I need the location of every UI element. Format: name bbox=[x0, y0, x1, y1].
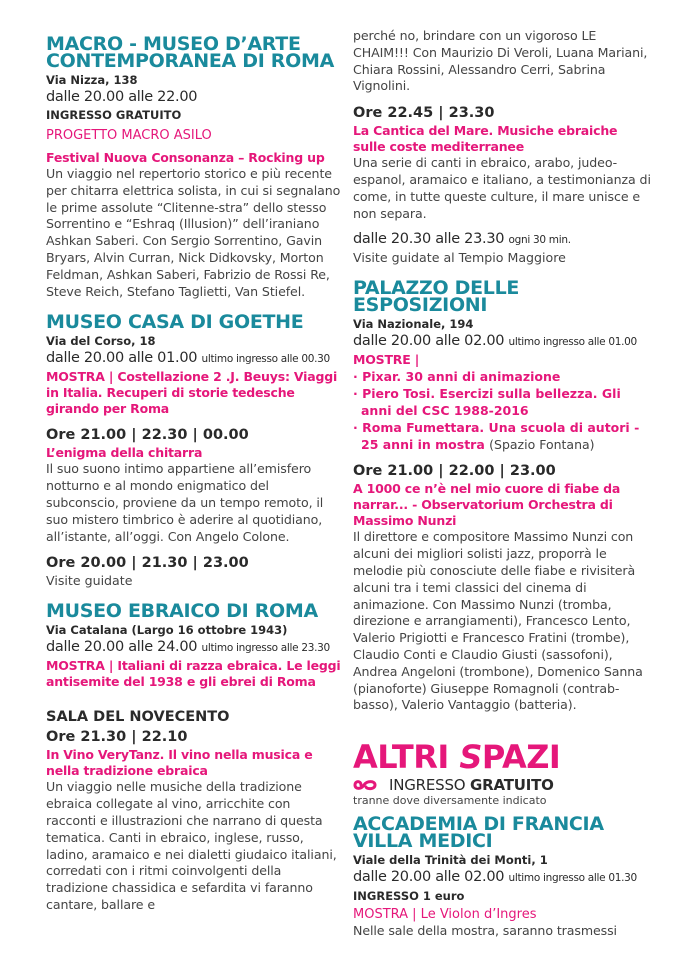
right-column bbox=[353, 28, 653, 940]
opening-hours: dalle 20.00 alle 22.00 bbox=[46, 89, 198, 105]
hours-range: dalle 20.00 alle 01.00 bbox=[46, 350, 198, 367]
event-times: Ore 21.00 | 22.00 | 23.00 bbox=[353, 463, 556, 480]
entry-info: INGRESSO 1 euro bbox=[353, 889, 465, 904]
heading-part: ALTRI bbox=[353, 738, 460, 777]
event-title: In Vino VeryTanz. Il vino nella musica e nella tradizione ebraica bbox=[46, 747, 313, 779]
venue-title bbox=[353, 813, 653, 853]
exhibition-item-text: Pixar. 30 anni di animazione bbox=[362, 369, 561, 385]
last-entry-note: ultimo ingresso alle 01.30 bbox=[508, 872, 637, 885]
tour-times: Ore 20.00 | 21.30 | 23.00 bbox=[46, 555, 249, 572]
venue-title-line2: CONTEMPORANEA DI ROMA bbox=[46, 50, 335, 72]
hours-range: dalle 20.00 alle 02.00 bbox=[353, 333, 505, 350]
last-entry-note: ultimo ingresso alle 00.30 bbox=[201, 353, 330, 366]
heading-part: PAZI bbox=[481, 738, 561, 777]
venue-address: Via Nizza, 138 bbox=[46, 73, 138, 87]
gratuito-word: GRATUITO bbox=[470, 776, 554, 795]
project-label: PROGETTO MACRO ASILO bbox=[46, 128, 212, 143]
event-title: Festival Nuova Consonanza – Rocking up bbox=[46, 150, 325, 165]
venue-title: MUSEO CASA DI GOETHE bbox=[46, 311, 304, 334]
venue-title: PALAZZO DELLE ESPOSIZIONI bbox=[353, 277, 520, 317]
opening-hours bbox=[46, 638, 341, 658]
event-title: L’enigma della chitarra bbox=[46, 445, 203, 461]
event-description: Il suo suono intimo appartiene all’emisfero notturno e al mondo enigmatico del subconscio, proviene da un tempo remoto, il suo mistero timbrico è aderire al quotidiano, all’istante, all’oggi. Con Angelo Colone. bbox=[46, 461, 324, 544]
venue-title bbox=[46, 33, 341, 72]
frequency-note: ogni 30 min. bbox=[508, 234, 571, 247]
heading-part-italic: S bbox=[459, 738, 482, 777]
altri-spazi bbox=[353, 740, 653, 808]
exhibition-item: · Roma Fumettara. Una scuola di autori - 25 anni in mostra (Spazio Fontana) bbox=[353, 420, 640, 453]
event-times: Ore 22.45 | 23.30 bbox=[353, 105, 495, 122]
exhibition-title: MOSTRA | Le Violon d’Ingres bbox=[353, 907, 537, 923]
free-entry-label bbox=[389, 776, 554, 794]
exhibition-item-text: Piero Tosi. Esercizi sulla bellezza. Gli anni del CSC 1988-2016 bbox=[361, 386, 621, 419]
tour-label: Visite guidate bbox=[46, 573, 133, 589]
venue-address: Viale della Trinità dei Monti, 1 bbox=[353, 853, 548, 868]
event-description: Un viaggio nelle musiche della tradizione ebraica collegate al vino, arricchite con racconti e illustrazioni che narrano di questa tematica. Canti in ebraico, inglese, russo, ladino, aramaico e nei dialetti giudaico italiani, corredati con i ritmi coinvolgenti della tradizione chassidica e sefardita vi faranno cantare, ballare e bbox=[46, 779, 337, 912]
exhibition-item: · Piero Tosi. Esercizi sulla bellezza. Gli anni del CSC 1988-2016 bbox=[353, 386, 621, 419]
sala-label: SALA DEL NOVECENTO bbox=[46, 709, 230, 726]
entry-exception-note: tranne dove diversamente indicato bbox=[353, 794, 547, 808]
tour-label: Visite guidate al Tempio Maggiore bbox=[353, 250, 566, 266]
exhibition-title: MOSTRA | Costellazione 2 .J. Beuys: Viaggi in Italia. Recuperi di storie tedesche girando per Roma bbox=[46, 369, 338, 417]
venue-title-line1: MACRO - MUSEO D’ARTE bbox=[46, 33, 301, 55]
exhibition-item-text: Roma Fumettara. Una scuola di autori - 25 anni in mostra bbox=[361, 420, 640, 453]
infinity-icon bbox=[353, 778, 383, 792]
venue-title-line1: ACCADEMIA DI FRANCIA bbox=[353, 813, 604, 836]
event-description: Il direttore e compositore Massimo Nunzi con alcuni dei migliori solisti jazz, proporrà le melodie più conosciute delle fiabe e rivisiterà alcuni tra i temi classici del cinema di animazione. Con Massimo Nunzi (tromba, direzione e arrangiamenti), Francesco Lento, Valerio Prigiotti e Francesco Fratini (trombe), Claudio Conti e Claudio Giusti (sassofoni), Andrea Angeloni (trombone), Domenico Sanna (pianoforte) Giuseppe Romagnoli (contrab-basso), Valerio Vantaggio (batteria). bbox=[353, 529, 643, 713]
event-description-continued: perché no, brindare con un vigoroso LE CHAIM!!! Con Maurizio Di Veroli, Luana Mariani, Chiara Rossini, Alessandro Cerri, Sabrina Vignolini. bbox=[353, 28, 648, 94]
venue-accademia bbox=[353, 813, 653, 940]
opening-hours bbox=[353, 868, 653, 888]
event-description: Una serie di canti in ebraico, arabo, judeo-espanol, aramaico e italiano, a testimonianza di come, in tutte queste culture, il mare unisce e non separa. bbox=[353, 155, 651, 221]
last-entry-note: ultimo ingresso alle 01.00 bbox=[508, 336, 637, 349]
section-heading bbox=[353, 738, 653, 777]
event-description: Un viaggio nel repertorio storico e più recente per chitarra elettrica solista, in cui si segnalano le prime assolute “Clitenne-stra” dello stesso Sorrentino e “Eshraq (Illusion)” dell’iraniano Ashkan Saberi. Con Sergio Sorrentino, Gavin Bryars, Alvin Curran, Nick Didkovsky, Morton Feldman, Ashkan Saberi, Fabrizio de Rossi Re, Steve Reich, Stefano Taglietti, Van Stiefel. bbox=[46, 166, 341, 299]
event-title: La Cantica del Mare. Musiche ebraiche sulle coste mediterranee bbox=[353, 123, 618, 155]
last-entry-note: ultimo ingresso alle 23.30 bbox=[201, 642, 330, 655]
entry-info: INGRESSO GRATUITO bbox=[46, 108, 182, 122]
venue-address: Via Catalana (Largo 16 ottobre 1943) bbox=[46, 623, 288, 638]
exhibition-item: · Pixar. 30 anni di animazione bbox=[353, 369, 561, 385]
event-times: Ore 21.30 | 22.10 bbox=[46, 729, 188, 746]
venue-address: Via del Corso, 18 bbox=[46, 334, 156, 349]
venue-macro bbox=[46, 33, 341, 300]
left-column bbox=[46, 33, 341, 914]
venue-address: Via Nazionale, 194 bbox=[353, 317, 474, 332]
hours-range: dalle 20.00 alle 24.00 bbox=[46, 639, 198, 656]
free-entry-row bbox=[353, 776, 653, 794]
exhibition-title: MOSTRA | Italiani di razza ebraica. Le leggi antisemite del 1938 e gli ebrei di Roma bbox=[46, 658, 341, 690]
tour-hours bbox=[353, 230, 653, 250]
opening-hours bbox=[46, 349, 341, 369]
venue-ebraico-continued bbox=[353, 28, 653, 266]
venue-palazzo bbox=[353, 277, 653, 714]
venue-title-line2: VILLA MEDICI bbox=[353, 830, 493, 853]
venue-ebraico bbox=[46, 600, 341, 913]
ingresso-word: INGRESSO bbox=[389, 776, 470, 795]
exhibition-location: (Spazio Fontana) bbox=[489, 437, 595, 453]
exhibitions-label: MOSTRE | bbox=[353, 352, 420, 368]
opening-hours bbox=[353, 332, 653, 352]
event-title: A 1000 ce n’è nel mio cuore di fiabe da narrar... - Observatorium Orchestra di Massimo Nunzi bbox=[353, 481, 621, 529]
event-description: Nelle sale della mostra, saranno trasmessi bbox=[353, 923, 617, 939]
hours-range: dalle 20.00 alle 02.00 bbox=[353, 869, 505, 886]
venue-title: MUSEO EBRAICO DI ROMA bbox=[46, 600, 318, 623]
event-times: Ore 21.00 | 22.30 | 00.00 bbox=[46, 427, 249, 444]
hours-range: dalle 20.30 alle 23.30 bbox=[353, 231, 505, 248]
venue-goethe bbox=[46, 311, 341, 589]
